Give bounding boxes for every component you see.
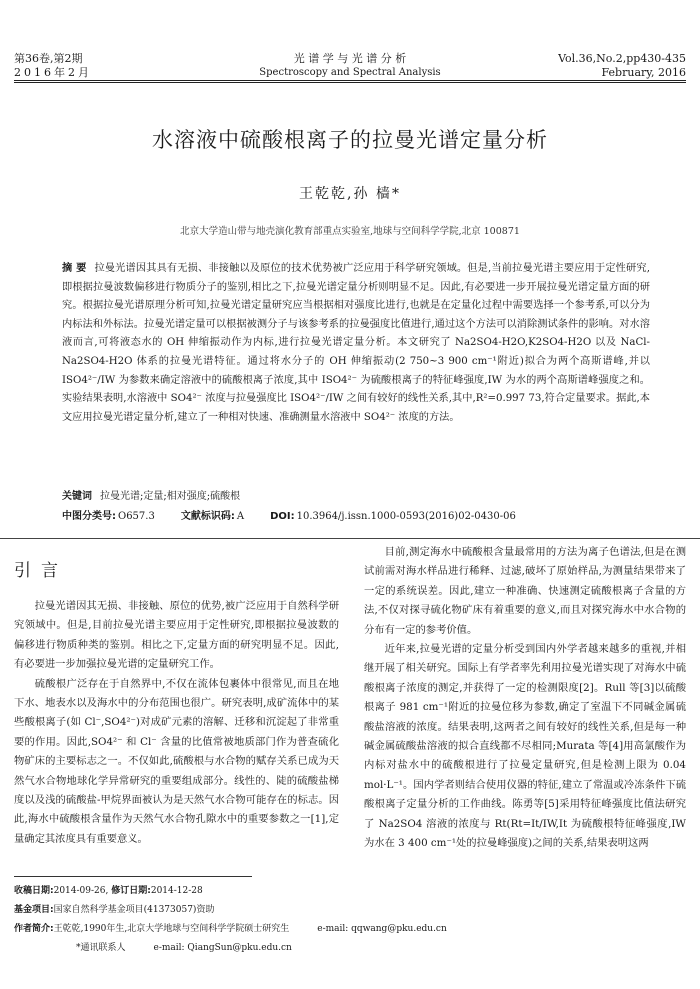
received-label: 收稿日期: (14, 886, 54, 896)
clc-value: O657.3 (118, 511, 155, 522)
header-rule (14, 80, 686, 83)
doc-code-label: 文献标识码: (180, 511, 235, 522)
article-title: 水溶液中硫酸根离子的拉曼光谱定量分析 (152, 128, 548, 152)
header-volume-en: Vol.36,No.2,pp430-435 (558, 52, 686, 65)
doc-code-value: A (236, 511, 245, 522)
right-column (364, 543, 686, 854)
corresponding-author: *通讯联系人 (76, 943, 126, 953)
keywords-label: 关键词 (62, 491, 92, 502)
header-date: 2016年2月 (14, 66, 92, 79)
header-journal-cn: 光 谱 学 与 光 谱 分 析 (293, 52, 407, 65)
received-value: 2014-09-26, (53, 886, 109, 896)
author-bio-label: 作者简介: (14, 924, 54, 934)
abstract (62, 260, 650, 427)
header-date-en: February, 2016 (601, 66, 686, 79)
corresponding-email: e-mail: QiangSun@pku.edu.cn (153, 943, 292, 953)
paragraph: 近年来,拉曼光谱的定量分析受到国内外学者越来越多的重视,并相继开展了相关研究。国际上有学者率先利用拉曼光谱实现了对海水中硫酸根离子浓度的测定,并获得了一定的检测限度[2]。Rull 等[3]以硫酸根离子 981 cm⁻¹附近的拉曼位移为参数,确定了室温下不同碱金属硫酸盐溶液的浓度。结果表明,这两者之间有较好的线性关系,但是每一种碱金属硫酸盐溶液的拟合直线都不尽相同;Murata 等[4]用高氯酸作为内标对盐水中的硫酸根进行了拉曼定量研究,但是检测上限为 0.04 mol·L⁻¹。国内学者则结合使用仪器的特征,建立了常温或冷冻条件下硫酸根离子定量分析的工作曲线。陈勇等[5]采用特征峰强度比值法研究了 Na2SO4 溶液的浓度与 Rt(Rt=It/IW,It 为硫酸根特征峰强度,IW 为水在 3 400 cm⁻¹处的拉曼峰强度)之间的关系,结果表明这两 (364, 643, 686, 850)
doi-label: DOI: (270, 511, 295, 522)
keywords (62, 488, 650, 506)
article-authors: 王乾乾,孙 樯* (299, 186, 401, 202)
abstract-text: 拉曼光谱因其具有无损、非接触以及原位的技术优势被广泛应用于科学研究领域。但是,当前拉曼光谱主要应用于定性研究,即根据拉曼波数偏移进行物质分子的鉴别,相比之下,拉曼光谱定量分析则明显不足。因此,有必要进一步开展拉曼光谱定量方面的研究。根据拉曼光谱原理分析可知,拉曼光谱定量研究应当根据相对强度比进行,也就是在定量化过程中需要选择一个参考系,可以分为内标法和外标法。拉曼光谱定量可以根据被测分子与该参考系的拉曼强度比值进行,通过这个方法可以消除测试条件的影响。对水溶液而言,可将液态水的 OH 伸缩振动作为内标,进行拉曼光谱定量分析。本文研究了 Na2SO4-H2O,K2SO4-H2O 以及 NaCl-Na2SO4-H2O 体系的拉曼光谱特征。通过将水分子的 OH 伸缩振动(2 750~3 900 cm⁻¹附近)拟合为两个高斯谱峰,并以 ISO4²⁻/IW 为参数来确定溶液中的硫酸根离子浓度,其中 ISO4²⁻ 为硫酸根离子的特征峰强度,IW 为水的两个高斯谱峰强度之和。实验结果表明,水溶液中 SO4²⁻ 浓度与拉曼强度比 ISO4²⁻/IW 之间有较好的线性关系,其中,R²=0.997 73,符合定量要求。据此,本文应用拉曼光谱定量分析,建立了一种相对快速、准确测量水溶液中 SO4²⁻ 浓度的方法。 (62, 263, 651, 423)
section-heading-introduction: 引言 (14, 561, 68, 581)
revised-value: 2014-12-28 (150, 886, 203, 896)
paragraph: 拉曼光谱因其无损、非接触、原位的优势,被广泛应用于自然科学研究领域中。但是,目前拉曼光谱主要应用于定性研究,即根据拉曼波数的偏移进行物质种类的鉴别。相比之下,定量方面的研究明显不足。因此,有必要进一步加强拉曼光谱的定量研究工作。 (14, 600, 339, 671)
fund-value: 国家自然科学基金项目(41373057)资助 (53, 905, 215, 915)
author-email: e-mail: qqwang@pku.edu.cn (317, 924, 447, 934)
footnotes (14, 882, 686, 958)
doi-value: 10.3964/j.issn.1000-0593(2016)02-0430-06 (296, 511, 516, 522)
clc-label: 中图分类号: (62, 511, 116, 522)
fund-label: 基金项目: (14, 905, 54, 915)
header-volume-issue: 第36卷,第2期 (14, 52, 83, 65)
article-affiliation: 北京大学造山带与地壳演化教育部重点实验室,地球与空间科学学院,北京 100871 (180, 226, 520, 237)
classification-line (62, 508, 650, 526)
left-column (14, 597, 339, 849)
keywords-text: 拉曼光谱;定量;相对强度;硫酸根 (100, 491, 241, 502)
paragraph: 目前,测定海水中硫酸根含量最常用的方法为离子色谱法,但是在测试前需对海水样品进行稀释、过滤,破坏了原始样品,为测量结果带来了一定的系统误差。因此,建立一种准确、快速测定硫酸根离子含量的方法,不仅对探寻硫化物矿床有着重要的意义,而且对探究海水中水合物的分布有一定的参考价值。 (364, 546, 686, 636)
abstract-separator (0, 538, 700, 539)
footnote-rule (14, 876, 252, 877)
author-bio-value: 王乾乾,1990年生,北京大学地球与空间科学学院硕士研究生 (53, 924, 290, 934)
paragraph: 硫酸根广泛存在于自然界中,不仅在流体包裹体中很常见,而且在地下水、地表水以及海水中的分布范围也很广。研究表明,成矿流体中的某些酸根离子(如 Cl⁻,SO4²⁻)对成矿元素的溶解、迁移和沉淀起了非常重要的作用。因此,SO4²⁻ 和 Cl⁻ 含量的比值常被地质部门作为普查硫化物矿床的主要标志之一。不仅如此,硫酸根与水合物的赋存关系已成为天然气水合物地球化学异常研究的重要组成部分。线性的、陡的硫酸盐梯度以及浅的硫酸盐-甲烷界面被认为是天然气水合物可能存在的标志。因此,海水中硫酸根含量作为天然气水合物孔隙水中的重要参数之一[1],定量确定其浓度具有重要意义。 (14, 677, 339, 845)
header-journal-en: Spectroscopy and Spectral Analysis (259, 67, 441, 78)
abstract-label: 摘 要 (62, 263, 87, 274)
revised-label: 修订日期: (111, 886, 151, 896)
